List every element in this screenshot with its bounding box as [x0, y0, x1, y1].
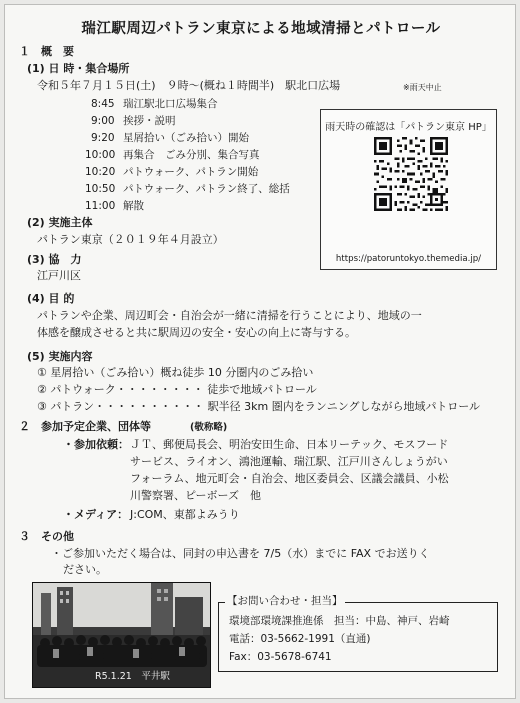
- schedule-desc: 再集合 ごみ分別、集合写真: [123, 149, 260, 161]
- item-1-heading: (1) 日 時・集合場所: [27, 62, 130, 75]
- qr-caption: 雨天時の確認は「パトラン東京 HP」: [325, 122, 492, 133]
- document-title: 瑞江駅周辺パトラン東京による地域清掃とパトロール: [81, 21, 441, 37]
- other-line: ・ご参加いただく場合は、同封の申込書を 7/5（水）までに FAX でお送りく: [51, 547, 430, 560]
- item-5-heading: (5) 実施内容: [27, 350, 93, 363]
- qr-code-icon[interactable]: [374, 137, 448, 211]
- section-2-heading: ２ 参加予定企業、団体等: [19, 420, 151, 433]
- participant-line: ＪＴ、郵便局長会、明治安田生命、日本リーテック、モスフード: [130, 438, 449, 451]
- cooperation-text: 江戸川区: [37, 269, 81, 282]
- honorifics-note: (敬称略): [190, 422, 228, 433]
- participant-line: フォーラム、地元町会・自治会、地区委員会、区議会議員、小松: [130, 472, 449, 485]
- contact-fax: Fax：03-5678-6741: [229, 651, 332, 663]
- schedule-desc: パトウォーク、パトラン開始: [123, 166, 259, 178]
- schedule-desc: 星屑拾い（ごみ拾い）開始: [123, 132, 249, 144]
- media-text: J:COM、東都よみうり: [130, 508, 240, 521]
- schedule-desc: パトウォーク、パトラン終了、総括: [123, 183, 290, 195]
- rain-cancel-note: ※雨天中止: [403, 83, 442, 92]
- organizer-text: パトラン東京（２０１９年４月設立）: [37, 233, 224, 246]
- other-line: ださい。: [63, 563, 107, 576]
- contact-department: 環境部環境課推進係 担当：中島、神戸、岩崎: [229, 615, 450, 627]
- photo-caption: R5.1.21 平井駅: [95, 671, 170, 682]
- schedule-time: 9:20: [91, 132, 115, 144]
- schedule-desc: 挨拶・説明: [123, 115, 176, 127]
- schedule-time: 10:00: [85, 149, 116, 161]
- activity-item: ③ パトラン・・・・・・・・・・ 駅半径 3km 圏内をランニングしながら地域パトロール: [37, 400, 481, 413]
- purpose-line: 体感を醸成させると共に駅周辺の安全・安心の向上に寄与する。: [37, 326, 356, 339]
- section-1-heading: １ 概 要: [19, 45, 74, 58]
- participant-line: サービス、ライオン、鴻池運輸、瑞江駅、江戸川さんしょうがい: [130, 455, 448, 468]
- contact-title: 【お問い合わせ・担当】: [227, 595, 343, 607]
- purpose-line: パトランや企業、周辺町会・自治会が一緒に清掃を行うことにより、地域の一: [37, 309, 422, 322]
- activity-item: ① 星屑拾い（ごみ拾い）概ね徒歩 10 分圏内のごみ拾い: [37, 366, 314, 379]
- schedule-time: 9:00: [91, 115, 115, 127]
- schedule-desc: 解散: [123, 200, 144, 212]
- participant-line: 川警察署、ピーボーズ 他: [130, 489, 262, 502]
- item-4-heading: (4) 目 的: [27, 292, 75, 305]
- event-datetime: 令和５年７月１５日(土) ９時～(概ね１時間半) 駅北口広場: [37, 79, 341, 92]
- qr-info-box: [320, 109, 497, 270]
- event-photo: [32, 582, 211, 688]
- item-3-heading: (3) 協 力: [27, 253, 82, 266]
- document-page: [4, 4, 516, 699]
- contact-phone: 電話：03-5662-1991（直通): [229, 633, 371, 645]
- website-url-link[interactable]: https://patoruntokyo.themedia.jp/: [335, 254, 482, 264]
- contact-box: [218, 595, 498, 672]
- section-3-heading: ３ その他: [19, 530, 74, 543]
- schedule-time: 10:50: [85, 183, 116, 195]
- schedule-desc: 瑞江駅北口広場集合: [123, 98, 218, 110]
- participants-label: ・参加依頼：: [63, 438, 129, 451]
- schedule-time: 10:20: [85, 166, 116, 178]
- media-label: ・メディア：: [63, 508, 129, 521]
- schedule-time: 8:45: [91, 98, 115, 110]
- activity-item: ② パトウォーク・・・・・・・・ 徒歩で地域パトロール: [37, 383, 317, 396]
- schedule-time: 11:00: [85, 200, 116, 212]
- item-2-heading: (2) 実施主体: [27, 216, 93, 229]
